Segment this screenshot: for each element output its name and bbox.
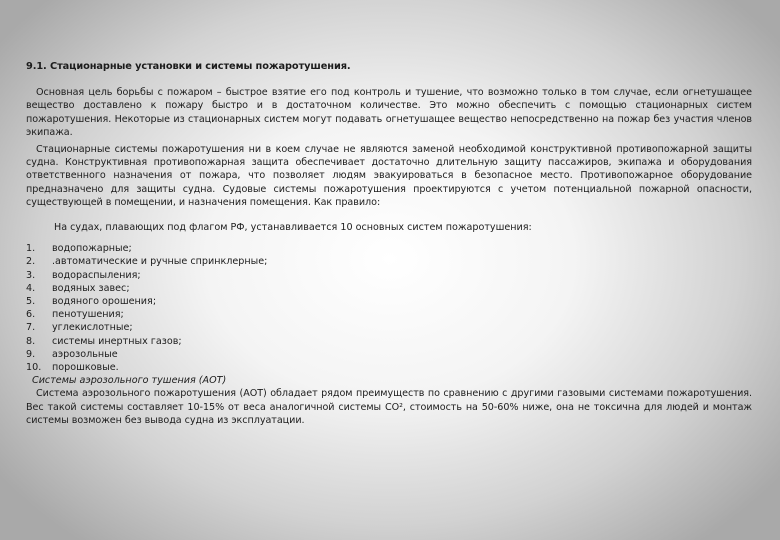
list-item-number: 8.	[26, 335, 36, 347]
list-item	[26, 335, 752, 348]
paragraph-main-goal: Основная цель борьбы с пожаром – быстрое взятие его под контроль и тушение, что возможно только в том случае, если огнетушащее вещество доставлено к пожару быстро и в достаточном количестве. Это можно обеспечить с помощью стационарных систем пожаротушения. Некоторые из стационарных систем могут подавать огнетушащее вещество непосредственно на пожар без участия членов экипажа.	[26, 87, 752, 138]
list-item	[26, 321, 752, 334]
list-item	[26, 269, 752, 282]
systems-list	[26, 242, 752, 374]
list-item-text: водопожарные;	[52, 243, 132, 255]
list-item-text: водораспыления;	[52, 269, 141, 281]
list-item-text: углекислотные;	[52, 322, 133, 334]
list-item-number: 1.	[26, 243, 36, 255]
document-page	[26, 60, 752, 431]
list-item-number: 4.	[26, 282, 36, 294]
section-title: 9.1. Стационарные установки и системы пожаротушения.	[26, 61, 351, 72]
subheading-aerosol: Системы аэрозольного тушения (АОТ)	[32, 375, 227, 387]
list-item-number: 6.	[26, 309, 36, 321]
list-item-number: 3.	[26, 269, 36, 281]
paragraph-aerosol-system: Система аэрозольного пожаротушения (АОТ) обладает рядом преимуществ по сравнению с другими газовыми системами пожаротушения. Вес такой системы составляет 10-15% от веса аналогичной системы СО², стоимость на 50-60% ниже, она не токсична для людей и монтаж системы возможен без вывода судна из эксплуатации.	[26, 388, 752, 426]
list-item	[26, 295, 752, 308]
list-item	[26, 348, 752, 361]
list-item-number: 5.	[26, 295, 36, 307]
paragraph-structural-protection: Стационарные системы пожаротушения ни в коем случае не являются заменой необходимой конструктивной противопожарной защиты судна. Конструктивная противопожарная защита обеспечивает достаточно длительную защиту пассажиров, экипажа и оборудования ответственного назначения от пожара, что позволяет людям эвакуироваться в безопасное место. Противопожарное оборудование предназначено для защиты судна. Судовые системы пожаротушения проектируются с учетом потенциальной пожарной опасности, существующей в помещении, и назначения помещения. Как правило:	[26, 144, 752, 208]
list-item-text: аэрозольные	[52, 348, 118, 360]
list-item-text: водяных завес;	[52, 282, 130, 294]
list-item	[26, 308, 752, 321]
list-item-text: водяного орошения;	[52, 295, 157, 307]
list-item-text: порошковые.	[52, 361, 119, 373]
list-intro: На судах, плавающих под флагом РФ, устанавливается 10 основных систем пожаротушения:	[54, 222, 532, 234]
list-item-text: .автоматические и ручные спринклерные;	[52, 256, 268, 268]
list-item	[26, 361, 752, 374]
list-item-number: 7.	[26, 322, 36, 334]
list-item-text: пенотушения;	[52, 309, 124, 321]
list-item-number: 10.	[26, 361, 42, 373]
list-item-number: 9.	[26, 348, 36, 360]
list-item	[26, 255, 752, 268]
list-item-text: системы инертных газов;	[52, 335, 182, 347]
list-item-number: 2.	[26, 256, 36, 268]
list-item	[26, 282, 752, 295]
list-item	[26, 242, 752, 255]
